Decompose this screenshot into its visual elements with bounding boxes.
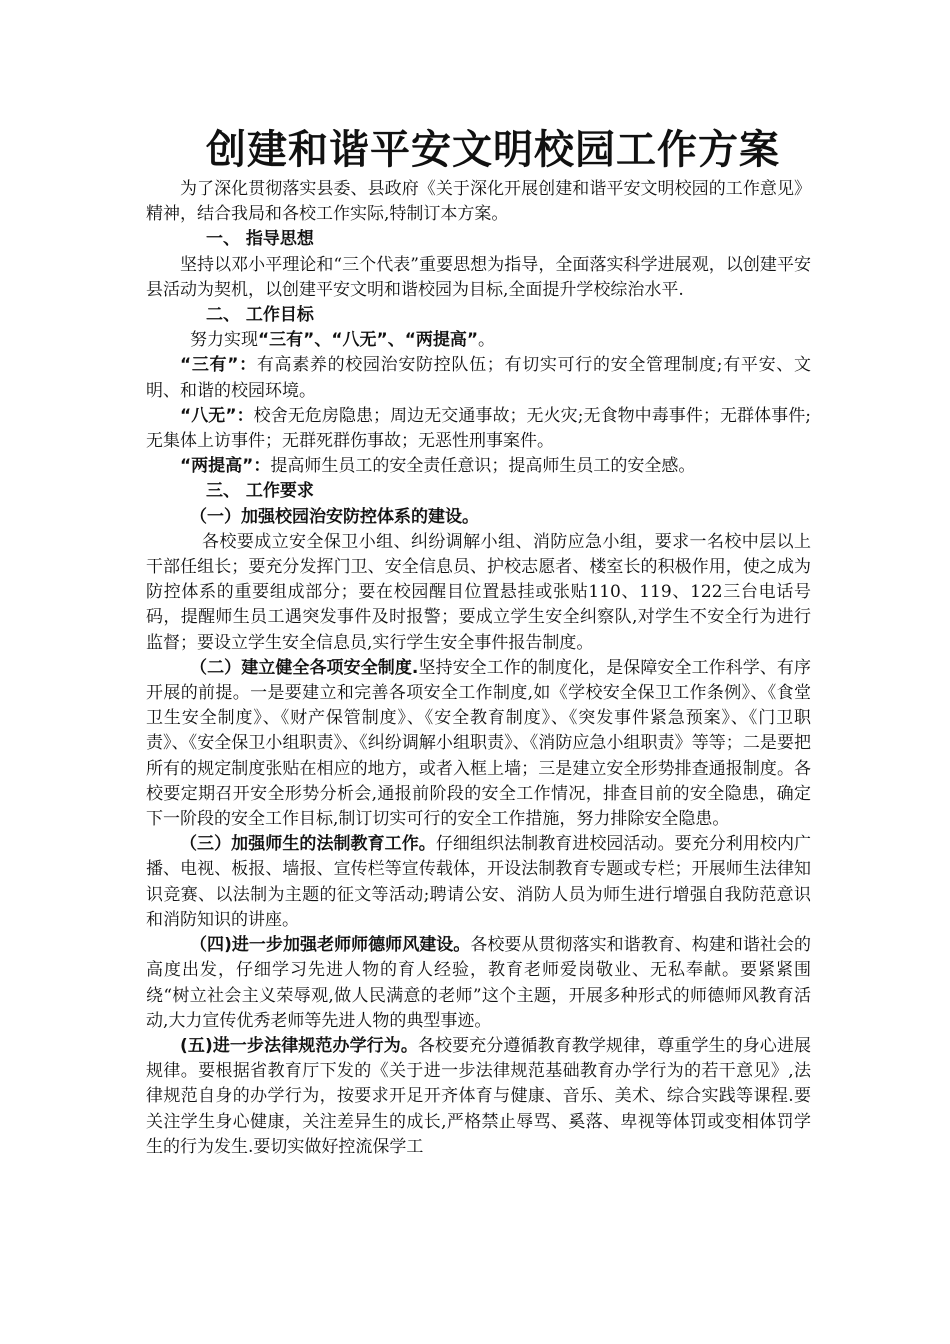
bawu-label: “八无”： [180,405,254,426]
sanyou-text: 有高素养的校园治安防控队伍；有切实可行的安全管理制度;有平安、文明、和谐的校园环境。 [146,355,811,401]
document-title: 创建和谐平安文明校园工作方案 [206,127,780,173]
bawu-paragraph [146,404,811,454]
document-body [146,177,811,1160]
requirement-2-heading: （二）建立健全各项安全制度. [190,657,419,678]
work-goals-lead-text: 努力实现 [190,330,258,351]
requirement-5-heading: (五)进一步法律规范办学行为。 [180,1035,418,1056]
intro-paragraph: 为了深化贯彻落实县委、县政府《关于深化开展创建和谐平安文明校园的工作意见》精神，结合我局和各校工作实际,特制订本方案。 [146,179,811,225]
work-goals-lead [146,328,811,353]
requirement-4-heading: （四)进一步加强老师师德师风建设。 [190,935,471,956]
work-goals-lead-end: 。 [478,330,496,351]
requirement-5-paragraph [146,1034,811,1160]
requirement-1-paragraph: 各校要成立安全保卫小组、纠纷调解小组、消防应急小组，要求一名校中层以上干部任组长；要充分发挥门卫、安全信息员、护校志愿者、楼室长的积极作用，使之成为防控体系的重要组成部分；要在校园醒目位置悬挂或张贴110、119、122三台电话号码，提醒师生员工遇突发事件及时报警；要成立学生安全纠察队,对学生不安全行为进行监督；要设立学生安全信息员,实行学生安全事件报告制度。 [146,531,811,653]
section-heading-work-goals: 二、 工作目标 [206,305,314,326]
section-heading-work-requirements: 三、 工作要求 [206,481,314,502]
sanyou-paragraph [146,353,811,403]
liangtigao-text: 提高师生员工的安全责任意识；提高师生员工的安全感。 [270,456,696,477]
requirement-3-paragraph [146,832,811,933]
requirement-3-text: 仔细组织法制教育进校园活动。要充分利用校内广播、电视、板报、墙报、宣传栏等宣传载体，开设法制教育专题或专栏；开展师生法律知识竞赛、以法制为主题的征文等活动;聘请公安、消防人员为师生进行增强自我防范意识和消防知识的讲座。 [146,834,812,930]
sanyou-label: “三有”： [180,355,257,376]
requirement-4-paragraph [146,933,811,1034]
requirement-5-text: 各校要充分遵循教育教学规律，尊重学生的身心进展规律。要根据省教育厅下发的《关于进一步法律规范基础教育办学行为的若干意见》,法律规范自身的办学行为，按要求开足开齐体育与健康、音乐、美术、综合实践等课程.要关注学生身心健康，关注差异生的成长,严格禁止辱骂、奚落、卑视等体罚或变相体罚学生的行为发生.要切实做好控流保学工 [146,1035,812,1157]
requirement-2-text: 坚持安全工作的制度化，是保障安全工作科学、有序开展的前提。一是要建立和完善各项安全工作制度,如《学校安全保卫工作条例》、《食堂卫生安全制度》、《财产保管制度》、《安全教育制度》、《突发事件紧急预案》、《门卫职责》、《安全保卫小组职责》、《纠纷调解小组职责》、《消防应急小组职责》等等；二是要把所有的规定制度张贴在相应的地方，或者入框上墙；三是建立安全形势排查通报制度。各校要定期召开安全形势分析会,通报前阶段的安全工作情况，排查目前的安全隐患，确定下一阶段的安全工作目标,制订切实可行的安全工作措施，努力排除安全隐患。 [146,657,811,830]
guiding-ideology-paragraph: 坚持以邓小平理论和“三个代表”重要思想为指导，全面落实科学进展观，以创建平安县活动为契机，以创建平安文明和谐校园为目标,全面提升学校综治水平. [146,254,811,300]
requirement-1-heading: （一）加强校园治安防控体系的建设。 [190,506,479,527]
liangtigao-paragraph [146,454,811,479]
requirement-2-paragraph [146,656,811,832]
work-goals-lead-highlight: “三有”、“八无”、“两提高” [258,330,479,351]
section-heading-guiding-ideology: 一、 指导思想 [206,229,314,250]
requirement-4-text: 各校要从贯彻落实和谐教育、构建和谐社会的高度出发，仔细学习先进人物的育人经验，教育老师爱岗敬业、无私奉献。要紧紧围绕“树立社会主义荣辱观,做人民满意的老师”这个主题，开展多种形式的师德师风教育活动,大力宣传优秀老师等先进人物的典型事迹。 [146,935,812,1031]
requirement-3-heading: （三）加强师生的法制教育工作。 [180,834,436,855]
bawu-text: 校舍无危房隐患；周边无交通事故；无火灾;无食物中毒事件；无群体事件;无集体上访事件；无群死群伤事故；无恶性刑事案件。 [146,405,811,452]
liangtigao-label: “两提高”： [180,456,271,477]
